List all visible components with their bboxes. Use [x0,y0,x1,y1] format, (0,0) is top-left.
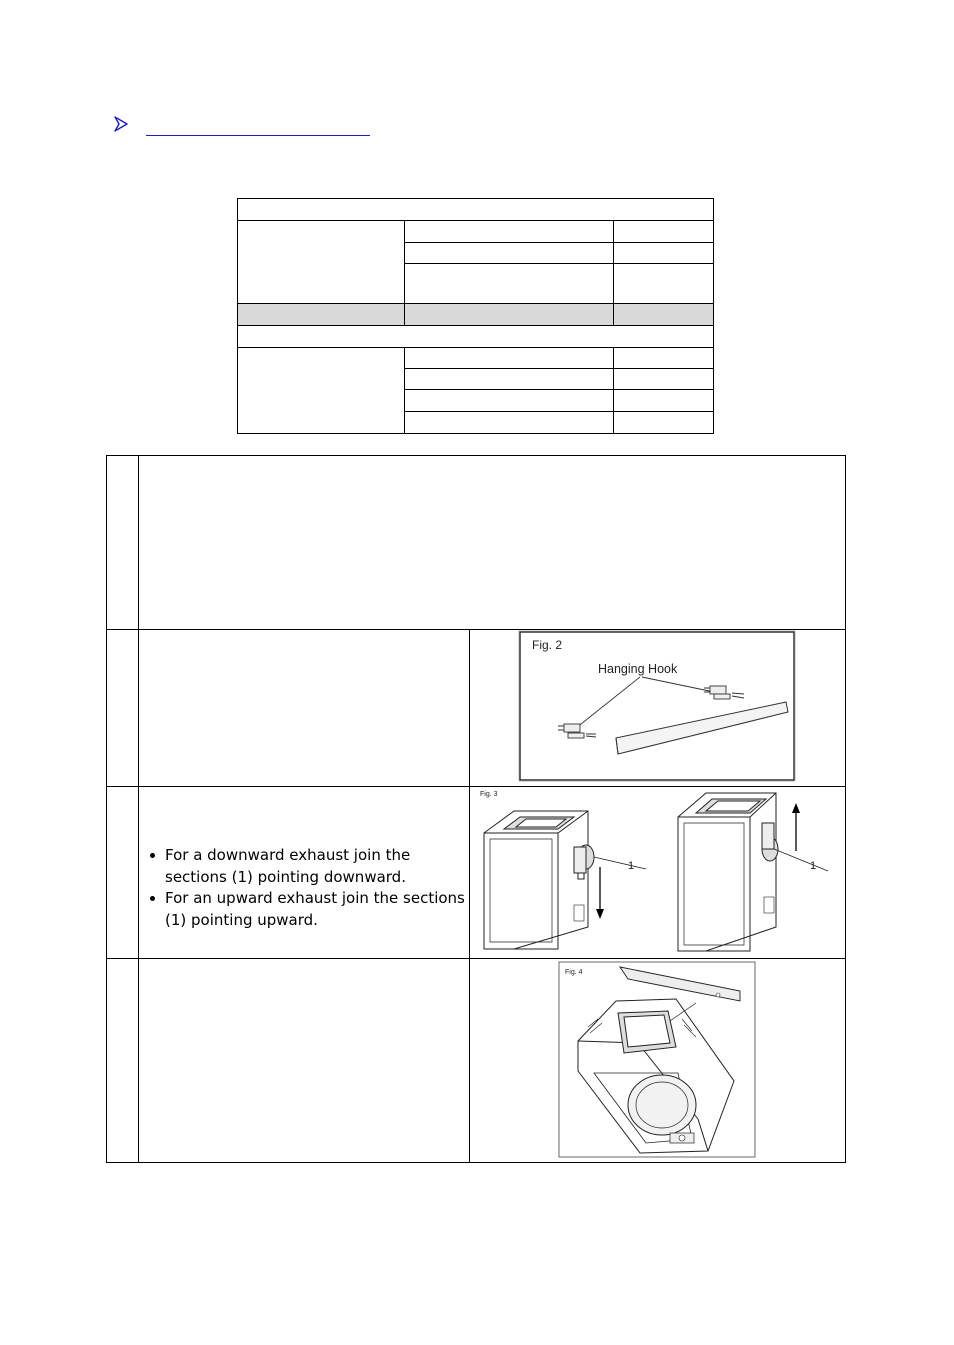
bullet-downward-exhaust: For a downward exhaust join the sections (1) pointing downward. [165,845,465,888]
spec-cell [613,220,714,243]
specification-table [237,198,714,434]
spec-cell [404,389,614,412]
figure-3-label: Fig. 3 [480,791,498,798]
callout-1-left: 1 [628,860,635,872]
spec-header-row [237,198,714,221]
bullet-upward-exhaust: For an upward exhaust join the sections (1) pointing upward. [165,888,465,931]
spec-shaded-cell [237,303,405,326]
unit-downward-exhaust-icon [484,811,594,949]
unit-upward-exhaust-icon [678,793,778,951]
step-number-cell [106,958,139,1163]
spec-cell [404,220,614,243]
spec-cell [613,242,714,264]
figure-4-label: Fig. 4 [565,969,583,976]
step-3-instructions [147,845,465,931]
spec-cell [613,411,714,434]
spec-shaded-cell [404,303,614,326]
spec-group-label-1 [237,220,405,304]
step-number-cell [106,629,139,787]
spec-cell [613,389,714,412]
figure-3-exhaust-direction [470,787,840,955]
spec-cell [613,368,714,390]
hanging-hook-callout: Hanging Hook [598,662,678,676]
spec-shaded-cell [613,303,714,326]
figure-4-mounting [558,961,758,1159]
figure-2-hanging-hook [518,630,796,782]
step-number-cell [106,786,139,959]
step-number-cell [106,455,139,630]
step-4-text-cell [138,958,470,1163]
spec-section-row [237,325,714,348]
spec-cell [404,411,614,434]
spec-cell [404,368,614,390]
spec-cell [404,242,614,264]
step-1-text-cell [138,455,846,630]
spec-group-label-2 [237,347,405,434]
spec-cell [613,347,714,369]
step-2-text-cell [138,629,470,787]
callout-1-right: 1 [810,860,817,872]
arrowhead-bullet-icon [114,116,128,132]
section-heading-link[interactable] [146,121,370,136]
spec-cell [404,263,614,304]
spec-cell [613,263,714,304]
spec-cell [404,347,614,369]
figure-2-label: Fig. 2 [532,638,563,652]
